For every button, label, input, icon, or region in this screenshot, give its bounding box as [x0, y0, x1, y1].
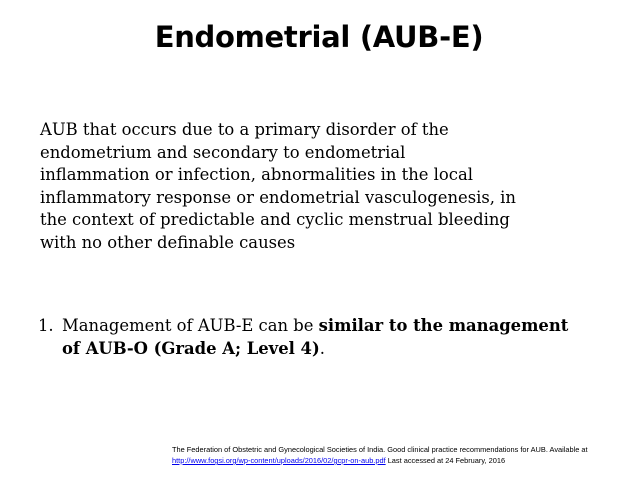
- definition-line: the context of predictable and cyclic menstrual bleeding: [40, 210, 510, 229]
- definition-line: with no other definable causes: [40, 232, 296, 252]
- definition-line: inflammation or infection, abnormalities in the local: [40, 165, 473, 184]
- definition-line: inflammatory response or endometrial vasculogenesis, in: [40, 187, 516, 207]
- management-text: Management of AUB-E can be: [62, 316, 319, 335]
- definition-line: endometrium and secondary to endometrial: [40, 142, 406, 162]
- reference-link[interactable]: http://www.fogsi.org/wp-content/uploads/2016/02/gcpr-on-aub.pdf: [172, 456, 386, 465]
- management-line-1: [62, 314, 618, 337]
- management-period: .: [319, 339, 325, 358]
- management-list-item: [38, 314, 618, 360]
- list-number: 1.: [38, 316, 54, 335]
- management-line-2: [62, 337, 618, 360]
- reference-text: The Federation of Obstetric and Gynecological Societies of India. Good clinical practice recommendations for AUB. Available at: [172, 445, 588, 454]
- reference-citation: [172, 444, 630, 466]
- management-grade: of AUB-O (Grade A; Level 4): [62, 339, 320, 358]
- definition-line: AUB that occurs due to a primary disorder of the: [40, 120, 449, 139]
- management-list: [38, 314, 618, 360]
- reference-accessed-date: Last accessed at 24 February, 2016: [385, 456, 506, 465]
- slide-title: Endometrial (AUB-E): [154, 20, 484, 54]
- reference-line-2: [172, 455, 630, 466]
- definition-paragraph: [40, 119, 600, 254]
- management-emphasis: similar to the management: [318, 316, 569, 335]
